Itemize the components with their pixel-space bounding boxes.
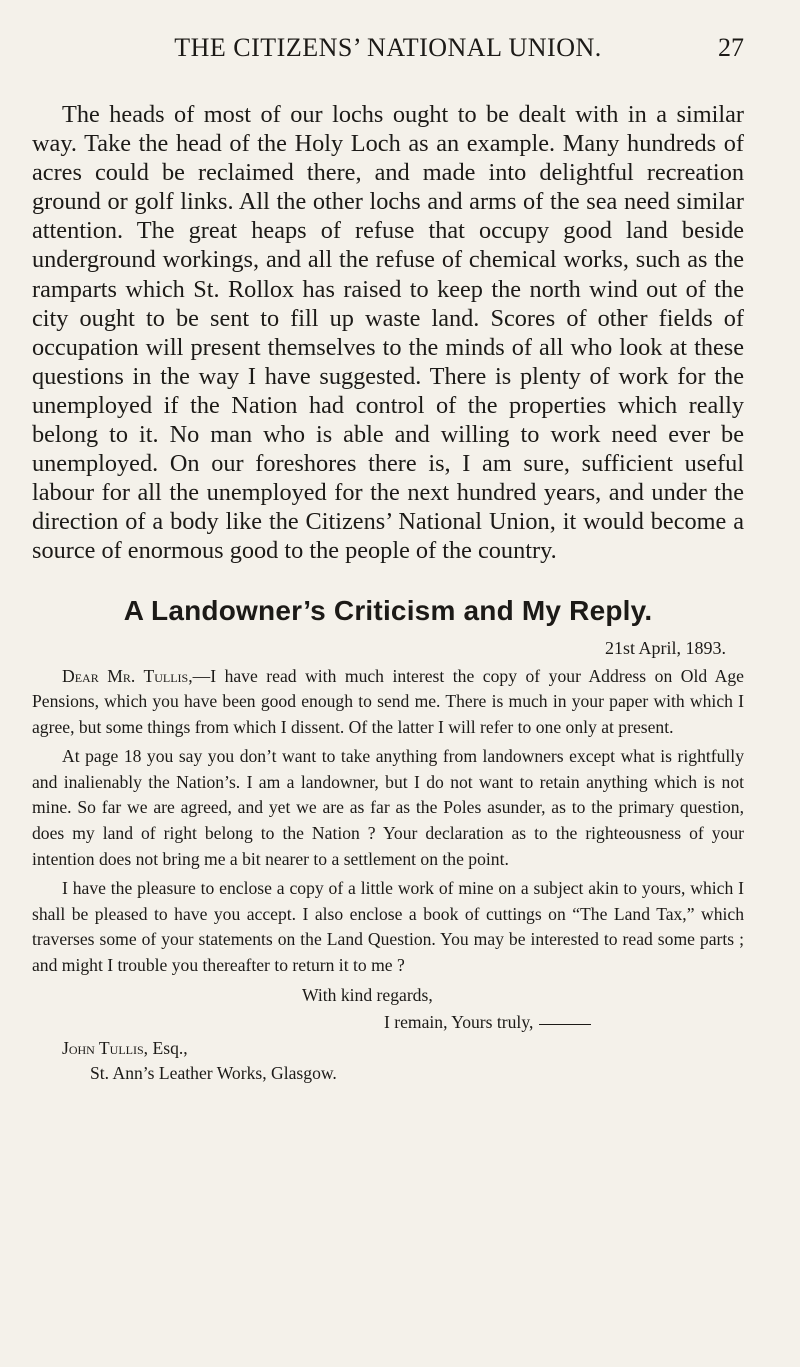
letter-paragraph-2: At page 18 you say you don’t want to take anything from landowners except what is rightfully and inalienably the Nation’s. I am a landowner, but I do not want to retain anything which is not mine. So far we are agreed, and yet we are as far as the Poles asunder, as to the primary question, does my land of right belong to the Nation ? Your declaration as to the righteousness of your intention does not bring me a bit nearer to a settlement on the point.: [32, 746, 744, 869]
addressee-line: [32, 1036, 744, 1062]
addressee-name: John Tullis: [62, 1037, 144, 1058]
letter-sign-off-text: I remain, Yours truly,: [384, 1012, 534, 1033]
running-head: [32, 32, 744, 72]
addressee-address: St. Ann’s Leather Works, Glasgow.: [90, 1063, 337, 1084]
page-number: 27: [718, 33, 744, 62]
letter-date: 21st April, 1893.: [604, 637, 726, 658]
letter-paragraph-3: I have the pleasure to enclose a copy of a little work of mine on a subject akin to yours, which I shall be pleased to have you accept. I also enclose a book of cuttings on “The Land Tax,” which traverses some of your statements on the Land Question. You may be interested to read some parts ; and might I trouble you thereafter to return it to me ?: [32, 878, 744, 976]
addressee-suffix: , Esq.,: [143, 1037, 188, 1058]
signature-dash: [539, 1024, 591, 1025]
letter-sign-off: [32, 1010, 744, 1036]
section-heading: A Landowner’s Criticism and My Reply.: [123, 594, 653, 626]
letter-paragraph-1-text: —I have read with much interest the copy of your Address on Old Age Pensions, which you have been good enough to send me. There is much in your paper with which I agree, but some things from which I dissent. Of the latter I will refer to one only at present.: [32, 665, 744, 737]
letter-paragraph-1: [32, 664, 744, 741]
running-title: THE CITIZENS’ NATIONAL UNION.: [174, 33, 602, 62]
letter-salutation: Dear Mr. Tullis,: [62, 665, 193, 686]
letter-closing: With kind regards,: [302, 984, 433, 1005]
body-paragraph: The heads of most of our lochs ought to be dealt with in a similar way. Take the head of the Holy Loch as an example. Many hundreds of acres could be reclaimed there, and made into delightful recreation ground or golf links. All the other lochs and arms of the sea need similar attention. The great heaps of refuse that occupy good land beside underground workings, and all the refuse of chemical works, such as the ramparts which St. Rollox has raised to keep the north wind out of the city ought to be sent to fill up waste land. Scores of other fields of occupation will present themselves to the minds of all who look at these questions in the way I have suggested. There is plenty of work for the unemployed if the Nation had control of the properties which really belong to it. No man who is able and willing to work need ever be unemployed. On our foreshores there is, I am sure, sufficient useful labour for all the unemployed for the next hundred years, and under the direction of a body like the Citizens’ National Union, it would become a source of enormous good to the people of the country.: [32, 101, 744, 565]
